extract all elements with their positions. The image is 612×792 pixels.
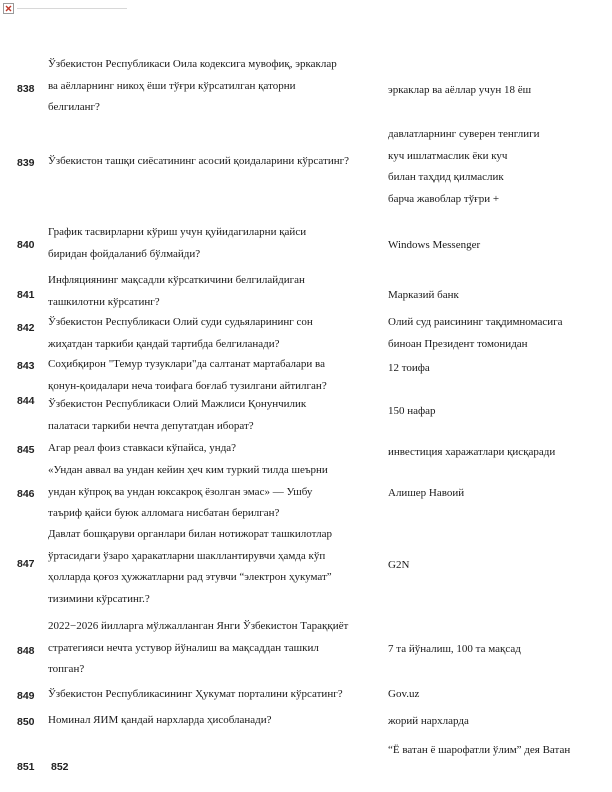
question-text: Ўзбекистон Республикаси Олий Мажлиси Қонунчилик палатаси таркиби нечта депутатдан иборат? (48, 398, 307, 432)
question-number: 845 (17, 444, 35, 456)
answer-text: Gov.uz (388, 688, 420, 700)
question-text: Ўзбекистон ташқи сиёсатининг асосий қоидаларини кўрсатинг? (48, 155, 350, 167)
question-text: Ўзбекистон Республикаси Оила кодексига мувофиқ, эркаклар ва аёлларнинг никоҳ ёши тўғри кўрсатилган қаторни белгиланг? (48, 58, 337, 113)
answer-text: жорий нархларда (388, 715, 469, 727)
answer-text: Алишер Навоий (388, 487, 465, 499)
broken-image-icon (3, 3, 14, 14)
question-text: График тасвирларни кўриш учун қуйидагиларни қайси биридан фойдаланиб бўлмайди? (48, 226, 307, 260)
answer-text: Windows Messenger (388, 239, 481, 251)
answer-text: Олий суд раисининг тақдимномасига биноан Президент томонидан (388, 316, 563, 350)
question-text: Соҳибқирон "Темур тузуклари"да салтанат мартабалари ва қонун-қоидалари неча тоифага бoғлаб тузилгани айтилган? (48, 358, 327, 392)
header-rule (17, 8, 127, 9)
question-number: 848 (17, 645, 35, 657)
question-text: Давлат бошқаруви органлари билан нотижорат ташкилотлар ўртасидаги ўзаро ҳаракатларни шакллантирувчи ҳамда кўп ҳолларда қоғоз ҳужжатларни рад этувчи “электрон ҳукумат” тизимини кўрсатинг.? (48, 528, 333, 605)
question-number: 838 (17, 83, 35, 95)
question-text: Ўзбекистон Республикасининг Ҳукумат порталини кўрсатинг? (48, 688, 343, 700)
question-number: 839 (17, 157, 35, 169)
answer-text: эркаклар ва аёллар учун 18 ёш (388, 84, 532, 96)
question-text: 2022−2026 йилларга мўлжалланган Янги Ўзбекистон Тараққиёт стратегияси нечта устувор йўналиш ва мақсаддан ташкил топган? (48, 620, 349, 675)
answer-text: 150 нафар (388, 405, 436, 417)
question-text: Инфляциянинг мақсадли кўрсаткичини белгилайдиган ташкилотни кўрсатинг? (48, 274, 305, 308)
question-text: Ўзбекистон Республикаси Олий суди судьяларининг сон жиҳатдан таркиби қандай тартибда белгиланади? (48, 316, 313, 350)
question-number: 851 (17, 761, 35, 773)
answer-text: давлатларнинг суверен тенглиги куч ишлатмаслик ёки куч билан таҳдид қилмаслик барча жавоблар тўғри + (388, 128, 540, 205)
page-number: 852 (51, 761, 69, 773)
question-number: 841 (17, 289, 35, 301)
question-text: Агар реал фоиз ставкаси кўпайса, унда? (48, 442, 237, 454)
question-number: 846 (17, 488, 35, 500)
question-number: 844 (17, 395, 35, 407)
question-number: 850 (17, 716, 35, 728)
question-text: «Ундан аввал ва ундан кейин ҳеч ким туркий тилда шеърни ундан кўпроқ ва ундан юксакроқ ёзолган эмас» — Ушбу таъриф қайси буюк алломага нисбатан берилган? (48, 464, 328, 519)
answer-text: 7 та йўналиш, 100 та мақсад (388, 643, 521, 655)
question-number: 843 (17, 360, 35, 372)
answer-text: Марказий банк (388, 289, 459, 301)
question-number: 842 (17, 322, 35, 334)
question-number: 849 (17, 690, 35, 702)
question-text: Номинал ЯИМ қандай нархларда ҳисобланади? (48, 714, 272, 726)
answer-text: G2N (388, 559, 410, 571)
question-number: 847 (17, 558, 35, 570)
answer-text: инвестиция харажатлари қисқаради (388, 446, 556, 458)
answer-text: “Ё ватан ё шарофатли ўлим” дея Ватан (388, 744, 571, 756)
question-number: 840 (17, 239, 35, 251)
answer-text: 12 тоифа (388, 362, 430, 374)
